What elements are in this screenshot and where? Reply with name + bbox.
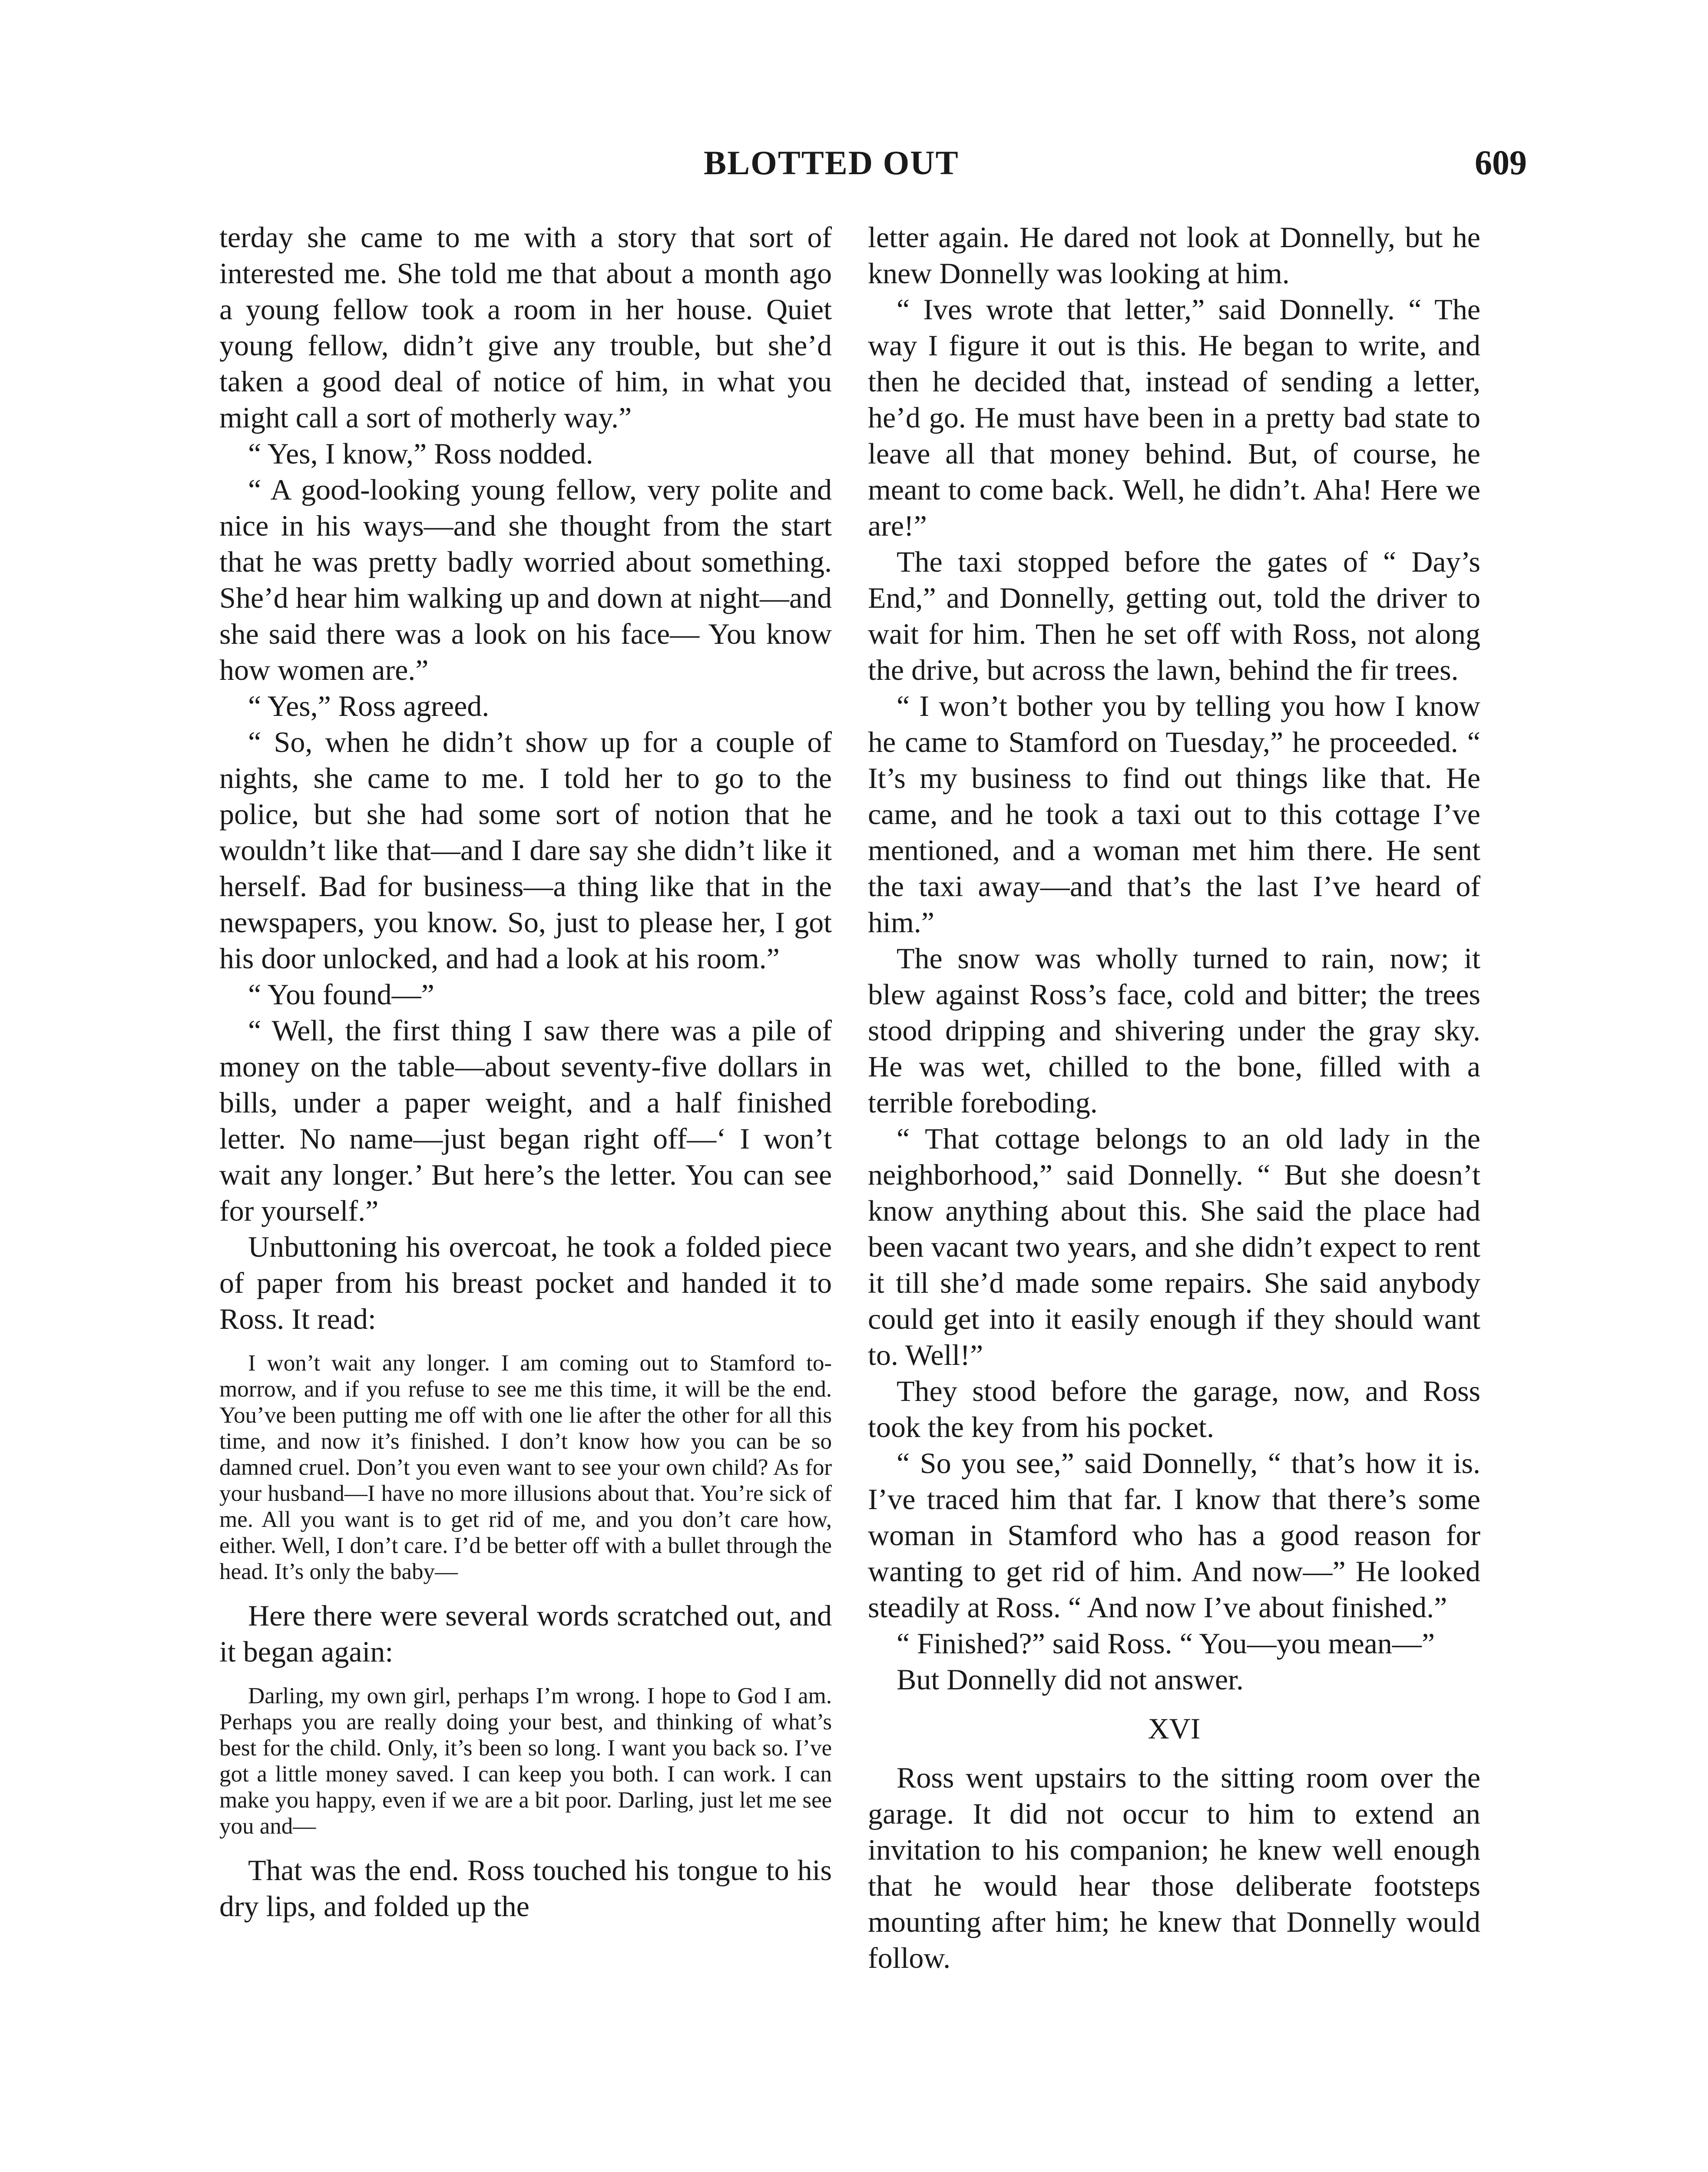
section-number: XVI — [1148, 1712, 1201, 1745]
running-head — [0, 143, 1708, 187]
page-number: 609 — [1475, 144, 1527, 182]
paragraph: “ So you see,” said Donnelly, “ that’s how it is. I’ve traced him that far. I know that there’s some woman in Stamford who has a good reason for wanting to get rid of him. And now—” He looked steadily at Ross. “ And now I’ve about finished.” — [868, 1447, 1480, 1624]
left-column — [219, 219, 832, 1924]
quoted-letter: Darling, my own girl, perhaps I’m wrong. I hope to God I am. Perhaps you are really doing your best, and thinking of what’s best for the child. Only, it’s been so long. I want you back so. I’ve got a little money saved. I can keep you both. I can work. I can make you happy, even if we are a bit poor. Darling, just let me see you and— — [219, 1683, 832, 1839]
paragraph: letter again. He dared not look at Donnelly, but he knew Donnelly was looking at him. — [868, 221, 1480, 290]
paragraph: That was the end. Ross touched his tongue to his dry lips, and folded up the — [219, 1854, 832, 1923]
paragraph: “ You found—” — [248, 978, 434, 1011]
paragraph: Ross went upstairs to the sitting room over the garage. It did not occur to him to extend an invitation to his companion; he knew well enough that he would hear those deliberate footsteps mounting after him; he knew that Donnelly would follow. — [868, 1761, 1480, 1974]
paragraph: They stood before the garage, now, and Ross took the key from his pocket. — [868, 1374, 1480, 1444]
quoted-letter: I won’t wait any longer. I am coming out to Stamford to-morrow, and if you refuse to see me this time, it will be the end. You’ve been putting me off with one lie after the other for all this time, and now it’s finished. I don’t know how you can be so damned cruel. Don’t you even want to see your own child? As for your husband—I have no more illusions about that. You’re sick of me. All you want is to get rid of me, and you don’t care how, either. Well, I don’t care. I’d be better off with a bullet through the head. It’s only the baby— — [219, 1351, 832, 1584]
paragraph: “ Ives wrote that letter,” said Donnelly. “ The way I figure it out is this. He began to write, and then he decided that, instead of sending a letter, he’d go. He must have been in a pretty bad state to leave all that money behind. But, of course, he meant to come back. Well, he didn’t. Aha! Here we are!” — [868, 293, 1480, 542]
paragraph: But Donnelly did not answer. — [897, 1663, 1244, 1696]
paragraph: “ Yes, I know,” Ross nodded. — [248, 437, 593, 470]
paragraph: terday she came to me with a story that sort of interested me. She told me that about a month ago a young fellow took a room in her house. Quiet young fellow, didn’t give any trouble, but she’d taken a good deal of notice of him, in what you might call a sort of motherly way.” — [219, 221, 832, 434]
paragraph: “ Yes,” Ross agreed. — [248, 689, 490, 722]
paragraph: “ I won’t bother you by telling you how I know he came to Stamford on Tuesday,” he proceeded. “ It’s my business to find out things like that. He came, and he took a taxi out to this cottage I’ve mentioned, and a woman met him there. He sent the taxi away—and that’s the last I’ve heard of him.” — [868, 689, 1480, 939]
paragraph: The snow was wholly turned to rain, now; it blew against Ross’s face, cold and bitter; the trees stood dripping and shivering under the gray sky. He was wet, chilled to the bone, filled with a terrible foreboding. — [868, 942, 1480, 1119]
right-column — [868, 219, 1480, 1976]
paragraph: “ Finished?” said Ross. “ You—you mean—” — [897, 1627, 1435, 1660]
paragraph: The taxi stopped before the gates of “ Day’s End,” and Donnelly, getting out, told the driver to wait for him. Then he set off with Ross, not along the drive, but across the lawn, behind the fir trees. — [868, 545, 1480, 686]
running-title: BLOTTED OUT — [704, 144, 959, 182]
paragraph: “ A good-looking young fellow, very polite and nice in his ways—and she thought from the start that he was pretty badly worried about something. She’d hear him walking up and down at night—and she said there was a look on his face— You know how women are.” — [219, 473, 832, 686]
paragraph: “ So, when he didn’t show up for a couple of nights, she came to me. I told her to go to the police, but she had some sort of notion that he wouldn’t like that—and I dare say she didn’t like it herself. Bad for business—a thing like that in the newspapers, you know. So, just to please her, I got his door unlocked, and had a look at his room.” — [219, 725, 832, 975]
paragraph: Unbuttoning his overcoat, he took a folded piece of paper from his breast pocket and handed it to Ross. It read: — [219, 1230, 832, 1335]
paragraph: “ That cottage belongs to an old lady in the neighborhood,” said Donnelly. “ But she doesn’t know anything about this. She said the place had been vacant two years, and she didn’t expect to rent it till she’d made some repairs. She said anybody could get into it easily enough if they should want to. Well!” — [868, 1122, 1480, 1371]
paragraph: Here there were several words scratched out, and it began again: — [219, 1599, 832, 1668]
paragraph: “ Well, the first thing I saw there was a pile of money on the table—about seventy-five dollars in bills, under a paper weight, and a half finished letter. No name—just began right off—‘ I won’t wait any longer.’ But here’s the letter. You can see for yourself.” — [219, 1014, 832, 1227]
